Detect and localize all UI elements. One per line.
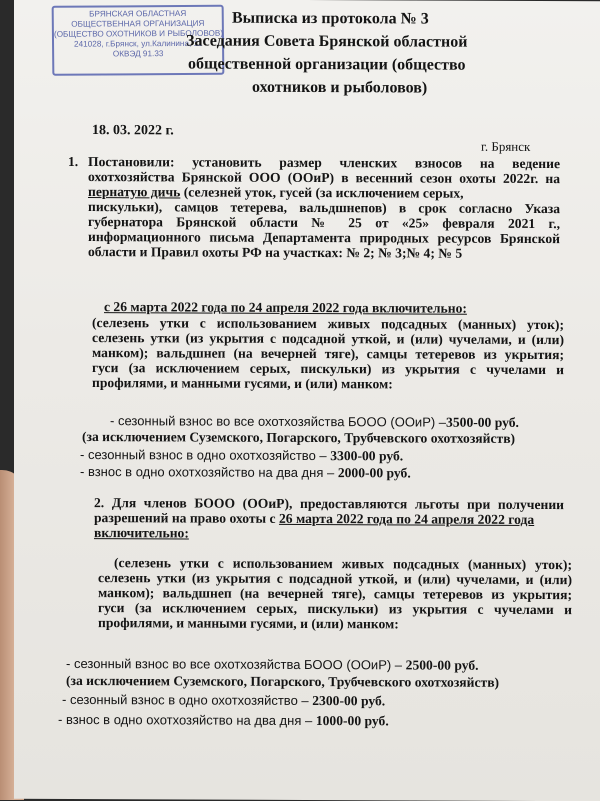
section-1-line: Постановили: установить размер членских взносов на ведение: [88, 154, 560, 172]
species-line: гуси (за исключением серых, пискульки) из укрытия с чучелами и: [92, 360, 564, 378]
species-line: гуси (за исключением серых, пискульки) из укрытия с чучелами и: [98, 600, 572, 618]
stamp-line: ОБЩЕСТВЕННАЯ ОРГАНИЗАЦИЯ: [71, 18, 205, 29]
fee-label: - взнос в одно охотхозяйство на два дня –: [58, 711, 316, 729]
section-1-text: [88, 154, 560, 261]
document-title-line-2: Заседания Совета Брянской областной: [186, 32, 468, 51]
section-1-line: охотхозяйства Брянской ООО (ООиР) в весенний сезон охоты 2022г. на: [88, 169, 560, 187]
fee-amount: 3300-00 руб.: [330, 448, 404, 464]
fee-label: - сезонный взнос во все охотхозяйства БООО (ООиР) –: [110, 413, 447, 430]
species-line: селезень утки (из укрытия с подсадной уткой, и (или) чучелами, и (или): [92, 330, 564, 348]
fee-label: - сезонный взнос в одно охотхозяйство –: [80, 447, 331, 464]
fee-exclusion-note: (за исключением Суземского, Погарского, Трубчевского охотхозяйств): [66, 672, 500, 690]
species-line: профилями, и манными гусями, и (или) манком:: [92, 375, 393, 392]
fee-row: [62, 691, 385, 710]
section-1-species: [92, 315, 564, 392]
fee-row: [58, 711, 389, 730]
section-1-line: губернатора Брянской области № 25 от «25» февраля 2021 г.,: [88, 214, 560, 232]
section-1-period: с 26 марта 2022 года по 24 апреля 2022 года включительно:: [104, 299, 467, 316]
fee-amount: 1000-00 руб.: [315, 713, 389, 729]
document-title-line-3: общественной организации (общество: [188, 55, 466, 74]
fee-row: [66, 655, 479, 675]
protocol-date: 18. 03. 2022 г.: [92, 123, 174, 139]
section-1-line-rest: (селезней уток, гусей (за исключением серых,: [183, 184, 464, 201]
species-line: манком); вальдшнеп (на вечерней тяге), самцы тетеревов из укрытия;: [98, 585, 572, 603]
stamp-line: 241028, г.Брянск, ул.Калинина, 11: [73, 38, 203, 49]
section-2-species: [98, 555, 572, 632]
fee-row: [80, 463, 411, 482]
fee-amount: 2300-00 руб.: [312, 693, 386, 709]
protocol-city: г. Брянск: [481, 138, 531, 154]
section-2-period-end: включительно:: [94, 525, 189, 541]
stamp-line: БРЯНСКАЯ ОБЛАСТНАЯ: [89, 8, 187, 19]
section-1-line: пискульки), самцов тетерева, вальдшнепов) в срок согласно Указа: [88, 199, 560, 217]
section-1-line: области и Правил охоты РФ на участках: № 2; № 3;№ 4; № 5: [88, 244, 463, 261]
section-1-number: 1.: [68, 153, 79, 170]
fee-exclusion-note: (за исключением Суземского, Погарского, Трубчевского охотхозяйств): [82, 429, 516, 446]
species-line: (селезень утки с использованием живых подсадных (манных) уток);: [92, 315, 564, 333]
section-2-text: [94, 495, 564, 542]
section-2-period: 26 марта 2022 года по 24 апреля 2022 года: [278, 510, 535, 527]
species-line: манком); вальдшнеп (на вечерней тяге), самцы тетеревов из укрытия;: [92, 345, 564, 363]
section-1-line: информационного письма Департамента природных ресурсов Брянской: [88, 229, 560, 247]
species-line: профилями, и манными гусями, и (или) манком:: [98, 615, 399, 632]
species-line: селезень утки (из укрытия с подсадной уткой, и (или) чучелами, и (или): [98, 570, 572, 588]
section-2-line-start: разрешений на право охоты с: [94, 510, 276, 526]
fee-label: - сезонный взнос в одно охотхозяйство –: [62, 691, 313, 709]
section-2-line: 2. Для членов БООО (ООиР), предоставляются льготы при получении: [94, 495, 564, 513]
fee-label: - сезонный взнос во все охотхозяйства БООО (ООиР) –: [66, 655, 406, 673]
fee-label: - взнос в одно охотхозяйство на два дня –: [80, 464, 338, 481]
fee-amount: 2500-00 руб.: [405, 657, 479, 673]
fee-amount: 2000-00 руб.: [337, 465, 411, 481]
underlined-term: пернатую дичь: [88, 184, 181, 200]
document-title-line-4: охотников и рыболовов): [252, 78, 428, 97]
fee-amount: 3500-00 руб.: [446, 414, 519, 430]
stamp-line: ОКВЭД 91.33: [112, 49, 164, 59]
stamp-line: (ОБЩЕСТВО ОХОТНИКОВ И РЫБОЛОВОВ): [53, 28, 224, 39]
document-title-line-1: Выписка из протокола № 3: [232, 9, 429, 28]
species-line: (селезень утки с использованием живых подсадных (манных) уток);: [114, 555, 572, 573]
document-sheet: [14, 0, 600, 801]
